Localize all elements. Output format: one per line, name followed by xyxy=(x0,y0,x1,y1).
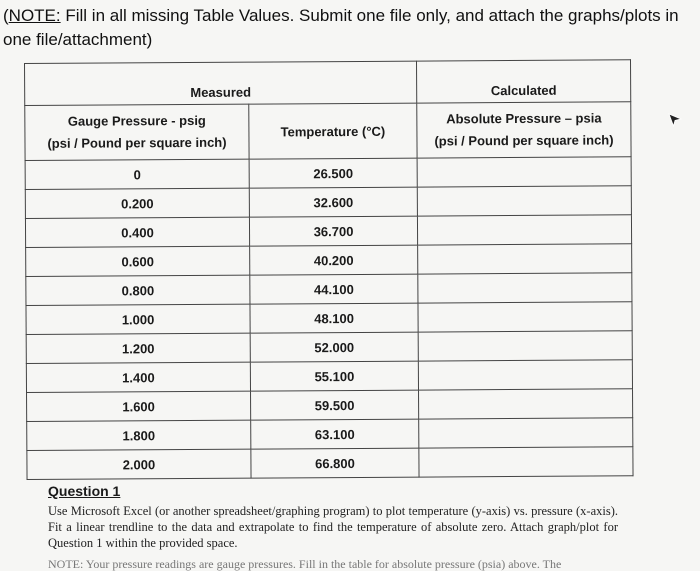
abs-pressure-cell[interactable] xyxy=(418,360,632,390)
gauge-cell: 1.400 xyxy=(26,362,250,392)
abs-pressure-cell[interactable] xyxy=(418,244,632,274)
temp-cell: 52.000 xyxy=(250,332,418,362)
table-row xyxy=(27,389,633,422)
temperature-header: Temperature (°C) xyxy=(249,103,417,159)
cutoff-note-text: NOTE: Your pressure readings are gauge pressures. Fill in the table for absolute pressure (psia) above. The xyxy=(48,557,562,571)
table-row xyxy=(26,244,632,277)
table-row xyxy=(25,157,631,190)
calculated-header: Calculated xyxy=(417,60,631,103)
abs-pressure-cell[interactable] xyxy=(417,215,631,245)
gauge-cell: 1.800 xyxy=(27,420,251,450)
absolute-pressure-header xyxy=(417,102,631,158)
gauge-header-line1: Gauge Pressure - psig xyxy=(67,112,206,129)
table-row xyxy=(26,360,632,393)
table-row xyxy=(26,302,632,335)
temp-cell: 59.500 xyxy=(251,390,419,420)
gauge-pressure-header xyxy=(25,104,249,160)
temp-cell: 32.600 xyxy=(249,187,417,217)
temp-cell: 66.800 xyxy=(251,448,419,478)
abs-pressure-cell[interactable] xyxy=(418,273,632,303)
gauge-cell: 1.200 xyxy=(26,333,250,363)
temp-cell: 26.500 xyxy=(249,158,417,188)
table-row xyxy=(25,186,631,219)
question-title: Question 1 xyxy=(48,483,121,499)
temp-cell: 36.700 xyxy=(249,216,417,246)
abs-header-line2: (psi / Pound per square inch) xyxy=(434,132,614,149)
gauge-cell: 0 xyxy=(25,159,249,189)
temp-cell: 63.100 xyxy=(251,419,419,449)
gauge-cell: 2.000 xyxy=(27,449,251,479)
abs-header-line1: Absolute Pressure – psia xyxy=(446,110,602,127)
gauge-cell: 1.000 xyxy=(26,304,250,334)
gauge-cell: 1.600 xyxy=(27,391,251,421)
instruction-note xyxy=(3,4,693,52)
temp-cell: 48.100 xyxy=(250,303,418,333)
table-row xyxy=(27,418,633,451)
gauge-cell: 0.400 xyxy=(25,217,249,247)
table-row xyxy=(26,331,632,364)
question-body: Use Microsoft Excel (or another spreadsheet/graphing program) to plot temperature (y-axis) vs. pressure (x-axis). Fit a linear trendline to the data and extrapolate to find the temperature of absolute zero. Attach graph/plot for Question 1 within the provided space. xyxy=(48,504,618,550)
gauge-header-line2: (psi / Pound per square inch) xyxy=(47,134,227,151)
table-row xyxy=(25,215,631,248)
note-text: Fill in all missing Table Values. Submit one file only, and attach the graphs/plots in one file/attachment) xyxy=(3,6,679,49)
gauge-cell: 0.200 xyxy=(25,188,249,218)
abs-pressure-cell[interactable] xyxy=(417,186,631,216)
abs-pressure-cell[interactable] xyxy=(419,447,633,477)
table-row xyxy=(27,447,633,480)
pointer-arrow-icon xyxy=(668,113,682,127)
abs-pressure-cell[interactable] xyxy=(417,157,631,187)
temp-cell: 55.100 xyxy=(250,361,418,391)
abs-pressure-cell[interactable] xyxy=(419,418,633,448)
temp-cell: 40.200 xyxy=(250,245,418,275)
abs-pressure-cell[interactable] xyxy=(418,331,632,361)
table-row xyxy=(26,273,632,306)
abs-pressure-cell[interactable] xyxy=(419,389,633,419)
measured-header: Measured xyxy=(25,61,417,105)
pressure-temperature-table xyxy=(24,59,634,480)
note-label: NOTE: xyxy=(8,6,61,25)
gauge-cell: 0.600 xyxy=(26,246,250,276)
temp-cell: 44.100 xyxy=(250,274,418,304)
note-paren: ( xyxy=(3,6,9,25)
abs-pressure-cell[interactable] xyxy=(418,302,632,332)
gauge-cell: 0.800 xyxy=(26,275,250,305)
